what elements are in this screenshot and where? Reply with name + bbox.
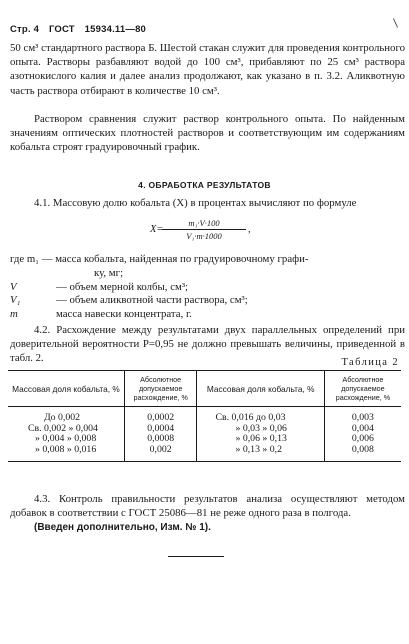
- table-2: [8, 370, 401, 462]
- table-cell: 0,0002: [147, 412, 175, 423]
- definition-m1-cont: ку, мг;: [94, 266, 124, 279]
- table-header: Абсолютное допускаемое расхождение, %: [124, 371, 197, 407]
- table-cell: » 0,004 » 0,008: [35, 433, 97, 444]
- page-number: Стр. 4: [10, 24, 40, 35]
- formula-lhs: X=: [150, 224, 164, 235]
- table-cell: 0,008: [351, 443, 374, 455]
- end-rule: [168, 556, 224, 557]
- table-header: Массовая доля кобальта, %: [197, 371, 324, 407]
- table-cell: До 0,002: [44, 412, 81, 423]
- table-cell: » 0,008 » 0,016: [35, 443, 97, 455]
- table-header: Массовая доля кобальта, %: [8, 371, 124, 407]
- table-caption: Таблица 2: [341, 357, 399, 368]
- table-cell: » 0,06 » 0,13: [235, 433, 287, 444]
- amendment-note: (Введен дополнительно, Изм. № 1).: [34, 522, 211, 533]
- table-cell: » 0,03 » 0,06: [235, 422, 287, 434]
- paragraph-4-2: 4.2. Расхождение между результатами двух параллельных определений при доверительной вероятности P=0,95 не должно превышать величины, приведенной в табл. 2.: [10, 324, 405, 365]
- section-title: 4. ОБРАБОТКА РЕЗУЛЬТАТОВ: [138, 180, 271, 190]
- table-cell: Св. 0,016 до 0,03: [215, 412, 286, 423]
- paragraph-1: 50 см³ стандартного раствора Б. Шестой стакан служит для проведения контрольного опыта. Растворы разбавляют водой до 100 см³, прибавляют по 25 см³ раствора азотнокислого калия и далее анализ продолжают, как указано в п. 3.2. Аликвотную часть раствора отбирают в количестве 10 см³.: [10, 42, 405, 97]
- definition-m-text: масса навески концентрата, г.: [56, 308, 192, 321]
- formula: [150, 218, 251, 241]
- table-cell: » 0,13 » 0,2: [235, 443, 283, 455]
- table-cell: 0,004: [351, 422, 374, 434]
- definition-v1-symbol: V₁: [10, 294, 21, 307]
- standard-label: ГОСТ: [48, 24, 75, 35]
- paragraph-4-3: 4.3. Контроль правильности результатов анализа осуществляют методом добавок в соответствии с ГОСТ 25086—81 не реже одного раза в полгода.: [10, 493, 405, 520]
- paragraph-2: Раствором сравнения служит раствор контрольного опыта. По найденным значениям оптических плотностей растворов и соответствующим им содержаниям кобальта строят градуировочный график.: [10, 113, 405, 154]
- table-cell: 0,006: [351, 433, 374, 444]
- definition-m-symbol: m: [10, 308, 18, 321]
- definitions: [10, 253, 405, 322]
- table-header: Абсолютное допускаемое расхождение, %: [324, 371, 401, 407]
- table-cell: 0,002: [149, 443, 172, 455]
- formula-numerator: m₁·V·100: [162, 218, 246, 230]
- definition-v1-text: — объем аликвотной части раствора, см³;: [56, 294, 248, 307]
- definition-m1: где m₁ — масса кобальта, найденная по градуировочному графи-: [10, 253, 309, 265]
- table-cell: Св. 0,002 » 0,004: [28, 422, 98, 434]
- paragraph-4-1: 4.1. Массовую долю кобальта (X) в процентах вычисляют по формуле: [34, 197, 357, 209]
- standard-number: 15934.11—80: [84, 24, 147, 35]
- definition-v-symbol: V: [10, 280, 17, 293]
- pen-mark: [393, 18, 398, 27]
- table-cell: 0,0004: [147, 422, 175, 434]
- table-cell: 0,003: [351, 412, 374, 423]
- definition-v-text: — объем мерной колбы, см³;: [56, 280, 189, 293]
- formula-tail: ,: [248, 224, 251, 235]
- page-header: [10, 24, 153, 35]
- formula-denominator: V₁·m·1000: [186, 231, 222, 241]
- table-cell: 0,0008: [147, 433, 175, 444]
- formula-fraction: [162, 218, 246, 241]
